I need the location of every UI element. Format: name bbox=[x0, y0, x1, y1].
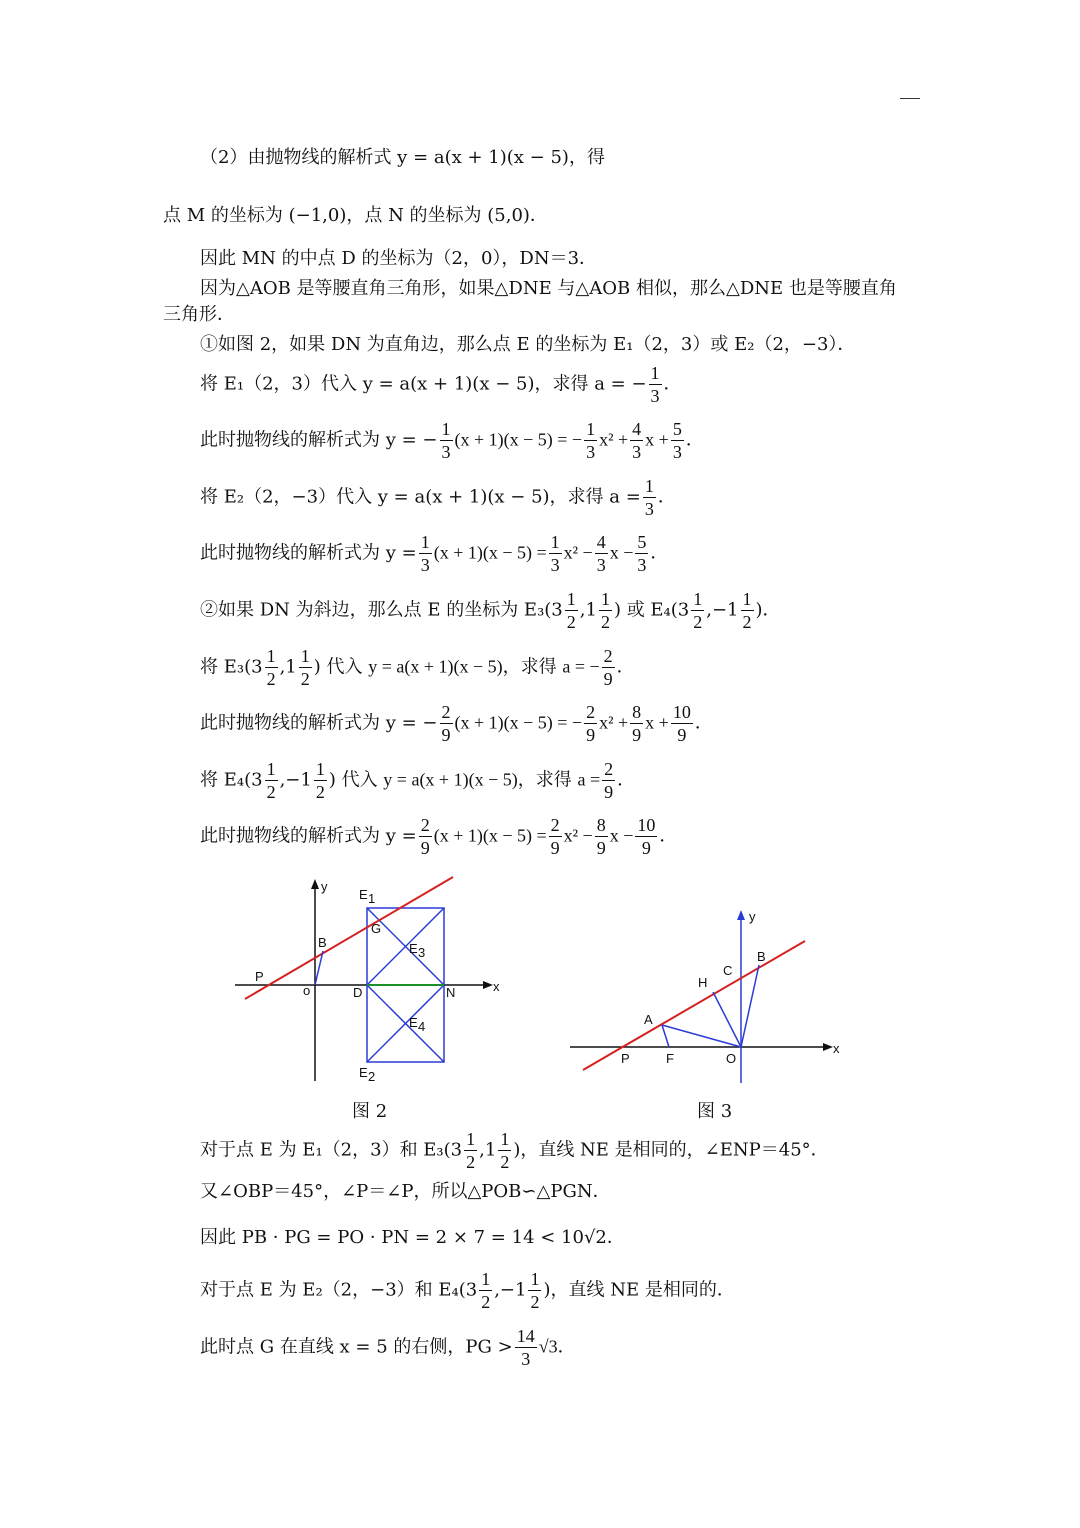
text-line-10: ②如果 DN 为斜边，那么点 E 的坐标为 E₃(3 $\frac{1}{2}$ ,1 $\frac{1}{2}$ ) 或 E₄(3 $\frac{1}{2}$ ,−1 $\frac{1}{2}$ )． bbox=[200, 589, 781, 632]
fig3-y-arrow bbox=[737, 910, 745, 920]
text-line-12: 此时抛物线的解析式为 y = − $\frac{2}{9}$ (x + 1)(x − 5) = − $\frac{2}{9}$ x² + $\frac{8}{9}$ x + $\frac{10}{9}$ ． bbox=[200, 702, 713, 745]
fig3-label-y: y bbox=[749, 909, 756, 924]
line-9-text: 此时抛物线的解析式为 y = bbox=[200, 542, 417, 564]
text-line-5 bbox=[200, 333, 855, 357]
text-line-7: 此时抛物线的解析式为 y = − $\frac{1}{3}$ (x + 1)(x − 5) = − $\frac{1}{3}$ x² + $\frac{4}{3}$ x + $\frac{5}{3}$ ． bbox=[200, 419, 704, 462]
text-line-13: 将 E₄(3 $\frac{1}{2}$ ,−1 $\frac{1}{2}$ ) 代入 y = a(x + 1)(x − 5)，求得 a = $\frac{2}{9}$ ． bbox=[200, 759, 636, 802]
line-12-text: 此时抛物线的解析式为 y = − bbox=[200, 712, 438, 734]
text-line-19: 此时点 G 在直线 x = 5 的右侧，PG > $\frac{14}{3}$ √3． bbox=[200, 1326, 576, 1369]
line-19-text: 此时点 G 在直线 x = 5 的右侧，PG > bbox=[200, 1336, 513, 1358]
line-18-post: )，直线 NE 是相同的． bbox=[543, 1279, 735, 1301]
figure-2 bbox=[225, 875, 515, 1090]
fig2-label-D: D bbox=[353, 985, 363, 1000]
fig3-segment-OA bbox=[662, 1025, 741, 1047]
text-line-2 bbox=[163, 204, 548, 228]
fig2-caption: 图 2 bbox=[352, 1101, 388, 1122]
line-8-text: 将 E₂（2，−3）代入 y = a(x + 1)(x − 5)，求得 a = bbox=[200, 486, 641, 508]
fig3-label-F: F bbox=[666, 1051, 674, 1066]
fig2-label-P: P bbox=[255, 969, 264, 984]
fig2-red-line bbox=[245, 877, 456, 1000]
text-line-17 bbox=[200, 1226, 625, 1250]
text-line-4a bbox=[200, 277, 897, 301]
fig3-segment-AF bbox=[662, 1025, 669, 1047]
text-line-18: 对于点 E 为 E₂（2，−3）和 E₄(3 $\frac{1}{2}$ ,−1 $\frac{1}{2}$ )，直线 NE 是相同的． bbox=[200, 1269, 735, 1312]
fig2-label-E3-sub: 3 bbox=[418, 945, 426, 960]
fig2-label-E2-sub: 2 bbox=[368, 1069, 376, 1084]
fig3-label-P: P bbox=[621, 1051, 630, 1066]
fig2-x-arrow bbox=[483, 981, 493, 989]
text-line-9: 此时抛物线的解析式为 y = $\frac{1}{3}$ (x + 1)(x − 5) = $\frac{1}{3}$ x² − $\frac{4}{3}$ x − $\frac{5}{3}$ ． bbox=[200, 532, 669, 575]
fig3-caption: 图 3 bbox=[697, 1101, 733, 1122]
line-7-text: 此时抛物线的解析式为 y = − bbox=[200, 429, 438, 451]
line-15-text: 对于点 E 为 E₁（2，3）和 E₃(3 bbox=[200, 1139, 463, 1161]
line-2-text: 点 M 的坐标为 (−1,0)，点 N 的坐标为 (5,0)． bbox=[163, 205, 548, 226]
line-18-text: 对于点 E 为 E₂（2，−3）和 E₄(3 bbox=[200, 1279, 478, 1301]
fig2-label-N: N bbox=[446, 985, 456, 1000]
fig2-label-x: x bbox=[493, 979, 500, 994]
line-10-text: ②如果 DN 为斜边，那么点 E 的坐标为 E₃(3 bbox=[200, 599, 563, 621]
fig3-red-line bbox=[583, 941, 805, 1070]
text-line-6: 将 E₁（2，3）代入 y = a(x + 1)(x − 5)，求得 a = − $\frac{1}{3}$ ． bbox=[200, 363, 682, 406]
fig3-x-arrow bbox=[823, 1043, 833, 1051]
text-line-16 bbox=[200, 1180, 611, 1204]
line-1-text: （2）由抛物线的解析式 y = a(x + 1)(x − 5)，得 bbox=[200, 147, 605, 168]
fig3-label-C: C bbox=[723, 963, 733, 978]
fig2-label-E4: E bbox=[409, 1015, 418, 1030]
fig2-label-E2: E bbox=[359, 1065, 368, 1080]
line-4b-text: 三角形． bbox=[163, 304, 235, 325]
line-3-text: 因此 MN 的中点 D 的坐标为（2，0），DN＝3． bbox=[200, 248, 598, 269]
text-line-1 bbox=[200, 146, 605, 170]
fig2-label-E1: E bbox=[359, 887, 368, 902]
line-5-text: ①如图 2，如果 DN 为直角边，那么点 E 的坐标为 E₁（2，3）或 E₂（2，−3）． bbox=[200, 334, 856, 355]
text-line-8: 将 E₂（2，−3）代入 y = a(x + 1)(x − 5)，求得 a = $\frac{1}{3}$ ． bbox=[200, 476, 676, 519]
fig3-label-H: H bbox=[698, 975, 708, 990]
fig3-label-x: x bbox=[833, 1041, 840, 1056]
figure-3 bbox=[565, 905, 850, 1085]
text-line-11: 将 E₃(3 $\frac{1}{2}$ ,1 $\frac{1}{2}$ ) 代入 y = a(x + 1)(x − 5)，求得 a = − $\frac{2}{9}$ ． bbox=[200, 646, 635, 689]
fig2-label-B: B bbox=[318, 935, 327, 950]
fig3-label-B: B bbox=[757, 949, 766, 964]
line-13-text: 将 E₄(3 bbox=[200, 769, 263, 791]
line-16-text: 又∠OBP＝45°，∠P＝∠P，所以△POB∽△PGN． bbox=[200, 1181, 611, 1202]
text-line-15: 对于点 E 为 E₁（2，3）和 E₃(3 $\frac{1}{2}$ ,1 $\frac{1}{2}$ )，直线 NE 是相同的，∠ENP＝45°． bbox=[200, 1129, 829, 1172]
fig2-label-E1-sub: 1 bbox=[368, 891, 376, 906]
text-line-14: 此时抛物线的解析式为 y = $\frac{2}{9}$ (x + 1)(x − 5) = $\frac{2}{9}$ x² − $\frac{8}{9}$ x − $\frac{10}{9}$ ． bbox=[200, 815, 678, 858]
line-4a-text: 因为△AOB 是等腰直角三角形，如果△DNE 与△AOB 相似，那么△DNE 也是等腰直角 bbox=[200, 278, 897, 299]
fig3-label-A: A bbox=[644, 1012, 653, 1027]
line-11-text: 将 E₃(3 bbox=[200, 656, 263, 678]
fig2-label-G: G bbox=[371, 921, 382, 936]
fig3-segment-OH bbox=[713, 992, 741, 1047]
fig2-label-E4-sub: 4 bbox=[418, 1019, 426, 1034]
text-line-4b bbox=[163, 303, 235, 327]
line-6-text: 将 E₁（2，3）代入 y = a(x + 1)(x − 5)，求得 a = − bbox=[200, 373, 647, 395]
line-17-text: 因此 PB · PG = PO · PN = 2 × 7 = 14 < 10√2． bbox=[200, 1227, 625, 1248]
text-line-3 bbox=[200, 247, 597, 271]
fig2-label-O: o bbox=[303, 983, 311, 998]
fig2-label-y: y bbox=[321, 879, 328, 894]
line-14-text: 此时抛物线的解析式为 y = bbox=[200, 825, 417, 847]
fig2-label-E3: E bbox=[409, 941, 418, 956]
line-15-post: )，直线 NE 是相同的，∠ENP＝45°． bbox=[513, 1139, 829, 1161]
fig2-y-arrow bbox=[311, 879, 319, 889]
fig3-label-O: O bbox=[726, 1051, 737, 1066]
header-rule bbox=[900, 98, 920, 99]
frac: $\frac{1}{3}$ bbox=[650, 363, 660, 406]
